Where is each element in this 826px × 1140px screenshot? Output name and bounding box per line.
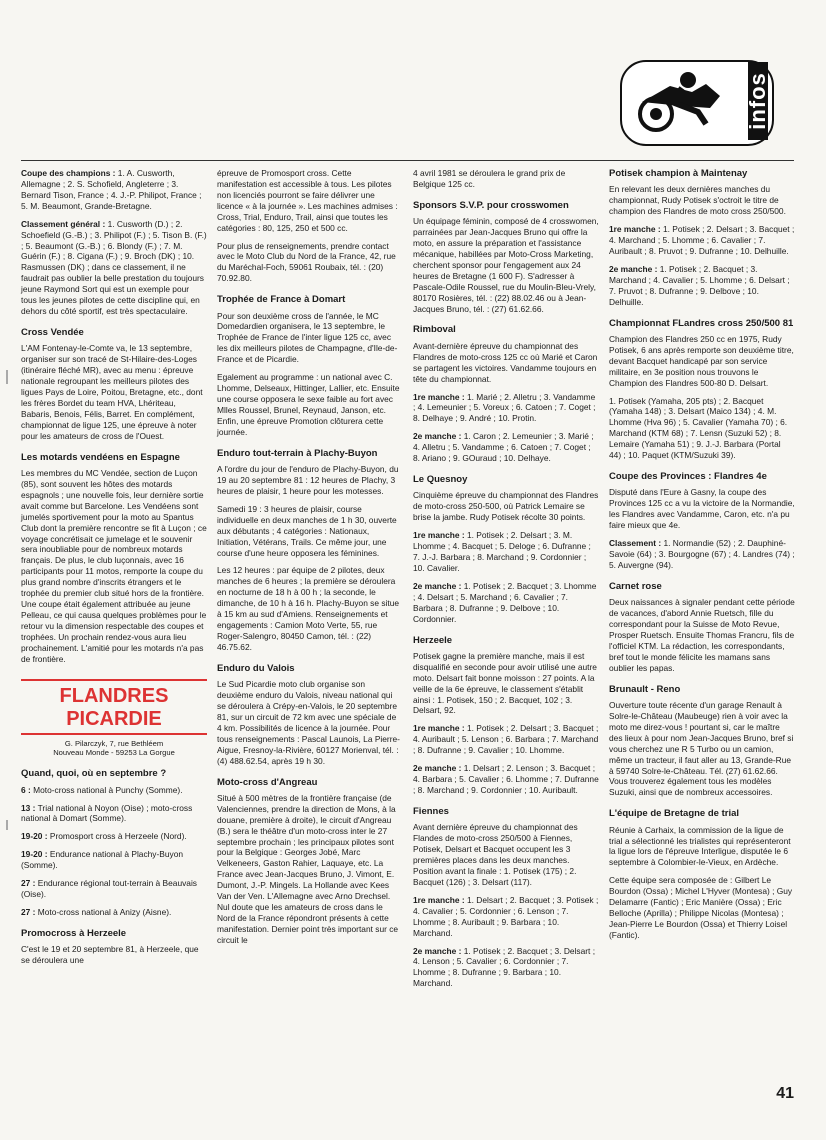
paragraph-lead: 27 : <box>21 878 36 889</box>
infos-logo-word: infos <box>748 62 768 140</box>
article-paragraph <box>21 785 207 796</box>
paragraph-text: Le Sud Picardie moto club organise son deuxième enduro du Valois, niveau national qui se déroulera à Crépy-en-Valois, le 20 septembre 81, sur un circuit de 72 km avec une spéciale de 4 km. Possibilités de licence à la journée. Pour tous renseignements : Pascal Launois, La Pierre-Aigue, Fresnoy-la-Rivière, 60127 Morienval, tél. : (4) 488.62.54, après 19 h 30. <box>217 679 400 766</box>
article-paragraph <box>413 581 599 625</box>
section-heading: Les motards vendéens en Espagne <box>21 451 180 463</box>
paragraph-lead: 1re manche : <box>413 391 465 402</box>
paragraph-text: 1. Potisek ; 2. Delsart ; 3. Bacquet ; 4. Marchand ; 5. Lhomme ; 6. Cavalier ; 7. Auribault ; 8. Pruvot ; 9. Dufranne ; 10. Delhuille. <box>609 224 795 256</box>
paragraph-text: 1. Marié ; 2. Alletru ; 3. Vandamme ; 4. Lemeunier ; 5. Voreux ; 6. Catoen ; 7. Coget ; 8. Delhaye ; 9. André ; 10. Protin. <box>413 391 596 424</box>
paragraph-lead: 1re manche : <box>413 723 465 734</box>
paragraph-text: Egalement au programme : un national avec C. Lhomme, Delseaux, Hittinger, Lallier, etc. Ensuite une course opposera le sexe faible au fort avec Mlles Roussel, Brunel, Reynaud, Janson, etc. Enfin, une épreuve Promotion clôturera cette journée. <box>217 372 400 437</box>
article-paragraph <box>413 431 599 464</box>
paragraph-text: Deux naissances à signaler pendant cette période de vacances, d'abord Annie Ruetsch, fille du correspondant pour la Suisse de Moto Revue, Prosper Ruetsch. Ensuite Thomas Francru, fils de l'officiel KTM. La rédaction, les correspondants, bref tout le monde félicite les mamans sans oublier les papas. <box>609 597 795 673</box>
article-paragraph <box>21 831 207 842</box>
article-paragraph <box>413 392 599 425</box>
section-heading: Herzeele <box>413 634 453 646</box>
article-paragraph <box>609 538 795 571</box>
article-paragraph <box>21 878 207 900</box>
paragraph-text: 1. Delsart ; 2. Bacquet ; 3. Potisek ; 4. Cavalier ; 5. Cordonnier ; 6. Lenson ; 7. Lhomme ; 8. Auribault ; 9. Barbara ; 10. Marchand. <box>413 894 599 938</box>
article-paragraph <box>609 184 795 217</box>
paragraph-text: 1. Potisek ; 2. Bacquet ; 3. Lhomme ; 4. Delsart ; 5. Marchand ; 6. Cavalier ; 7. Barbara ; 8. Dufranne ; 9. Delbove ; 10. Cordonnier. <box>413 580 597 624</box>
article-column-4 <box>609 168 795 948</box>
section-heading: Rimboval <box>413 324 456 336</box>
article-paragraph <box>21 168 207 212</box>
paragraph-text: 1. Delsart ; 2. Lenson ; 3. Bacquet ; 4. Barbara ; 5. Cavalier ; 6. Lhomme ; 7. Dufranne ; 8. Marchand ; 9. Cordonnier ; 10. Auribault. <box>413 763 599 796</box>
section-heading: Potisek champion à Maintenay <box>609 168 748 179</box>
article-column-2 <box>217 168 403 953</box>
paragraph-text: A l'ordre du jour de l'enduro de Plachy-Buyon, du 19 au 20 septembre 81 : 12 heures de Plachy, 3 heures de plaisir, 1 heure pour les motesses. <box>217 464 399 496</box>
article-paragraph <box>413 651 599 717</box>
paragraph-text: Situé à 500 mètres de la frontière française (de Valenciennes, prendre la direction de Mons, à la douane, première à droite), le circuit d'Angreau (B.) sera le théâtre d'un moto-cross inter le 27 septembre prochain ; les principaux pilotes sont pour la Belgique : Georges Jobé, Marc Velkeneers, Gaston Rahier, Laquaye, etc. La France avec Jean-Jacques Bruno, J. Vimont, E. Dumont, J.-P. Mingels. La Hollande avec Kees Van der Ven. L'Allemagne avec Arno Drechsel. Nul doute que les amateurs de cross dans le Nord de la France répondront présents à cette manifestation. Dernier point très important sur ce circuit le <box>217 792 399 945</box>
margin-mark <box>6 820 8 830</box>
paragraph-lead: Coupe des champions : <box>21 168 116 178</box>
paragraph-lead: 27 : <box>21 907 36 917</box>
article-paragraph <box>413 530 599 574</box>
article-paragraph <box>413 822 599 888</box>
article-column-3 <box>413 168 599 996</box>
article-paragraph <box>217 168 403 234</box>
paragraph-lead: 13 : <box>21 802 36 813</box>
paragraph-text: 1. Caron ; 2. Lemeunier ; 3. Marié ; 4. Alletru ; 5. Vandamme ; 6. Catoen ; 7. Coget ; 8. Ariano ; 9. GOuraud ; 10. Delhaye. <box>413 431 594 464</box>
article-paragraph <box>21 343 207 441</box>
paragraph-text: 1. Potisek ; 2. Delsart ; 3. Bacquet ; 4. Auribault ; 5. Lenson ; 6. Barbara ; 7. Marchand ; 8. Dufranne ; 9. Cavalier ; 10. Lhomme. <box>413 723 599 756</box>
article-paragraph <box>217 793 403 946</box>
paragraph-lead: 2e manche : <box>609 263 658 274</box>
paragraph-text: Endurance national à Plachy-Buyon (Somme). <box>21 849 184 871</box>
paragraph-lead: 1re manche : <box>609 224 661 235</box>
region-name-line: FLANDRES <box>59 684 169 707</box>
motorcycle-illustration-icon <box>622 62 742 140</box>
paragraph-text: En relevant les deux dernières manches du championnat, Rudy Potisek s'octroit le titre de champion des Flandres de moto cross 250/500. <box>609 184 786 217</box>
header-rule <box>21 160 794 161</box>
section-heading: Trophée de France à Domart <box>217 294 346 306</box>
article-paragraph <box>609 597 795 673</box>
paragraph-lead: 2e manche : <box>413 763 462 774</box>
article-paragraph <box>609 825 795 869</box>
article-paragraph <box>609 875 795 941</box>
article-paragraph <box>21 849 207 871</box>
article-paragraph <box>21 803 207 825</box>
section-heading: Moto-cross d'Angreau <box>217 776 318 788</box>
paragraph-text: 1. Potisek (Yamaha, 205 pts) ; 2. Bacquet (Yamaha 148) ; 3. Delsart (Maico 134) ; 4. M. Lhomme (Hva 96) ; 5. Cavalier (Yamaha 70) ; 6. Marchand (KTM 68) ; 7. Lensn (Suzuki 52) ; 8. Lemaire (Yamaha 51) ; 9. J.-J. Barbara (Portal 44) ; 10. Paquet (KTM/Suzuki 39). <box>609 395 788 461</box>
section-heading: Enduro tout-terrain à Plachy-Buyon <box>217 447 378 459</box>
paragraph-text: épreuve de Promosport cross. Cette manifestation est accessible à tous. Les pilotes non licenciés pourront se faire délivrer une licence « à la journée ». Les machines admises : Cross, Trial, Enduro, Trail, ainsi que toutes les catégories : 80, 125, 250 et 500 cc. <box>217 168 398 233</box>
section-heading: L'équipe de Bretagne de trial <box>609 808 740 820</box>
paragraph-text: Réunie à Carhaix, la commission de la ligue de trial a sélectionné les trialistes qui représenteront la ligue lors de l'épreuve Interligue, disputée le 6 septembre à Colombier-le-Vieux, en Ardèche. <box>609 824 791 868</box>
paragraph-text: Pour plus de renseignements, prendre contact avec le Moto Club du Nord de la France, 42, rue du Maréchal-Foch, 59061 Roubaix, tél. : (20) 70.92.80. <box>217 240 396 284</box>
article-paragraph <box>21 944 207 966</box>
paragraph-lead: 2e manche : <box>413 945 462 956</box>
paragraph-text: Champion des Flandres 250 cc en 1975, Rudy Potisek, 6 ans après remporte son deuxième titre, devant Bacquet handicapé par son service militaire, en 3e position nous trouvons le Champion des Flandres 500-80 D. Delsart. <box>609 333 794 388</box>
article-paragraph <box>609 700 795 798</box>
paragraph-text: Trial national à Noyon (Oise) ; moto-cross national à Domart (Somme). <box>21 802 193 824</box>
paragraph-text: 1. Cusworth (D.) ; 2. Schoefield (G.-B.) ; 3. Philipot (F.) ; 5. Tison B. (F.) ; 5. Beaumont (G.-B.) ; 6. Blondy (F.) ; 7. M. Guérin (F.) ; 8. Cigana (F.) ; 9. Broch (DK) ; 10. Rasmussen (DK) ; dans ce classement, il ne faudrait pas oublier la belle prestation du toujours jeune Raymond Sort qui est un exemple pour tous les jeunes pilotes de cette discipline qui, en dehors du côté sportif, est très spectaculaire. <box>21 218 207 317</box>
paragraph-text: Pour son deuxième cross de l'année, le MC Domedardien organisera, le 13 septembre, le Trophée de France de l'inter ligue 125 cc, avec les dix meilleurs pilotes de Champagne, d'Ile-de-France et de Picardie. <box>217 310 398 365</box>
paragraph-text: 1. Potisek ; 2. Bacquet ; 3. Marchand ; 4. Cavalier ; 5. Lhomme ; 6. Delsart ; 7. Pruvot ; 8. Dufranne ; 9. Delbove ; 10. Delhuille. <box>609 263 790 307</box>
paragraph-text: Cette équipe sera composée de : Gilbert Le Bourdon (Ossa) ; Michel L'Hyver (Montesa) ; Guy Delamarre (Fantic) ; Eric Manière (Ossa) ; Eric Belloche (Aprilla) ; Philippe Nicolas (Montesa) ; Jean-Pierre Le Bourdon (Ossa) et Thierry Loisel (Fantic). <box>609 875 793 940</box>
region-name-line: PICARDIE <box>66 707 162 730</box>
paragraph-lead: 1re manche : <box>413 530 465 541</box>
article-paragraph <box>413 216 599 314</box>
paragraph-text: Potisek gagne la première manche, mais il est disqualifié en seconde pour avoir utilisé une autre moto. Delsart fait bonne moisson : 27 points. A la veille de la 6e épreuve, le classement s'établit ainsi : 1. Potisek, 150 ; 2. Bacquet, 102 ; 3. Delsart, 92. <box>413 650 597 716</box>
article-paragraph <box>21 468 207 665</box>
paragraph-text: Endurance régional tout-terrain à Beauvais (Oise). <box>21 878 197 900</box>
paragraph-text: Avant dernière épreuve du championnat des Flandes de moto-cross 250/500 à Fiennes, Potisek, Delsart et Bacquet occupent les 3 premières places dans les deux manches. Position avant la finale : 1. Potisek (175) ; 2. Bacquet (126) ; 3. Delsart (117). <box>413 822 578 887</box>
article-paragraph <box>413 490 599 523</box>
article-paragraph <box>413 723 599 756</box>
paragraph-text: 1. Potisek ; 2. Delsart ; 3. M. Lhomme ; 4. Bacquet ; 5. Deloge ; 6. Dufranne ; 7. J.-J. Barbara ; 8. Marchand ; 9. Cordonnier ; 10. Cavalier. <box>413 530 591 573</box>
paragraph-text: Samedi 19 : 3 heures de plaisir, course individuelle en deux manches de 1 h 30, ouverte aux débutants ; 4 catégories : Nationaux, Initiation, Vétérans, Trails. Ce même jour, une course d'une heure opposera les féminines. <box>217 503 397 558</box>
section-heading: Le Quesnoy <box>413 474 468 486</box>
paragraph-text: Un équipage féminin, composé de 4 crosswomen, parrainées par Jean-Jacques Bruno qui offre la moto, en assure la préparation et l'assistance mécanique, habillées par Moto-Cross Marketing, cherchent sponsor pour l'engagement aux 24 heures de Bretagne (1 600 F). S'adresser à Pascale-Odile Roussel, rue du Moulin-Bleu-Vrely, 80170 Rosières, tél. : (22) 88.02.46 ou à Jean-Jacques Bruno, tél. : (27) 61.62.66. <box>413 216 599 314</box>
section-heading: Fiennes <box>413 805 449 817</box>
paragraph-text: Moto-cross national à Anizy (Aisne). <box>37 907 172 917</box>
article-paragraph <box>609 487 795 531</box>
article-paragraph <box>217 464 403 497</box>
article-paragraph <box>609 264 795 308</box>
section-heading: Brunault - Reno <box>609 683 681 695</box>
article-paragraph <box>609 396 795 462</box>
article-paragraph <box>609 224 795 257</box>
paragraph-text: Moto-cross national à Punchy (Somme). <box>33 784 183 795</box>
paragraph-lead: 2e manche : <box>413 431 462 442</box>
paragraph-text: Cinquième épreuve du championnat des Flandres de moto-cross 250-500, où Patrick Lemaire se brise la jambe. Rudy Potisek récolte 30 points. <box>413 490 599 523</box>
section-heading: Sponsors S.V.P. pour crosswomen <box>413 199 569 211</box>
paragraph-lead: 19-20 : <box>21 849 48 860</box>
margin-mark <box>6 370 8 384</box>
paragraph-text: 1. Potisek ; 2. Bacquet ; 3. Delsart ; 4. Lenson ; 5. Cavalier ; 6. Cordonnier ; 7. Lhomme ; 8. Dufranne ; 9. Barbara ; 10. Marchand. <box>413 945 596 989</box>
paragraph-text: Disputé dans l'Eure à Gasny, la coupe des Provinces 125 cc a vu la victoire de la Normandie, les Flandres avec Vandamme, Caron, etc. n'a pu faire mieux que 4e. <box>609 487 795 531</box>
section-heading: Cross Vendée <box>21 326 84 338</box>
paragraph-text: 1. A. Cusworth, Allemagne ; 2. S. Schofield, Angleterre ; 3. Bernard Tison, France ; 4. J.-P. Philipot, France ; 5. M. Beaumont, Grande-Bretagne. <box>21 168 202 211</box>
paragraph-text: L'AM Fontenay-le-Comte va, le 13 septembre, organiser sur son tracé de St-Hilaire-des-Loges (itinéraire fléché MR), avec au menu : épreuve nationale regroupant les meilleurs pilotes des ligues Pays de Loire, Poitou, Bretagne, etc., dont les frères Bordet du team HVA, Lhériteau, Babaris, Benois, Félis, Barret. En complément, championnat de ligue 125, une épreuve à noter pour les amateurs de cross de l'Ouest. <box>21 343 203 441</box>
paragraph-lead: 1re manche : <box>413 894 465 905</box>
article-paragraph <box>609 334 795 389</box>
paragraph-lead: 6 : <box>21 784 31 795</box>
paragraph-text: Avant-dernière épreuve du championnat des Flandres de moto-cross 125 cc où Marié et Caron se partagent les victoires. Vandamme toujours en tête du championnat. <box>413 340 598 384</box>
paragraph-text: 1. Normandie (52) ; 2. Dauphiné-Savoie (64) ; 3. Bourgogne (67) ; 4. Landres (74) ; 5. Auvergne (94). <box>609 538 795 570</box>
section-heading: Promocross à Herzeele <box>21 927 127 939</box>
article-paragraph <box>217 311 403 366</box>
region-banner <box>21 679 207 735</box>
article-paragraph <box>413 946 599 990</box>
article-paragraph <box>217 565 403 652</box>
section-heading: Enduro du Valois <box>217 662 295 674</box>
article-paragraph <box>413 763 599 796</box>
article-paragraph <box>217 679 403 766</box>
article-paragraph <box>413 895 599 939</box>
paragraph-lead: Classement général : <box>21 218 106 229</box>
paragraph-lead: Classement : <box>609 538 662 549</box>
article-paragraph <box>413 341 599 385</box>
article-paragraph <box>21 219 207 317</box>
section-heading: Championnat FLandres cross 250/500 81 <box>609 317 794 329</box>
section-heading: Coupe des Provinces : Flandres 4e <box>609 471 767 483</box>
article-paragraph <box>413 168 599 190</box>
paragraph-text: Les 12 heures : par équipe de 2 pilotes, deux manches de 6 heures ; la première se déroulera en nocturne de 18 h à 00 h ; la seconde, le dimanche, de 10 h à 16 h. Plachy-Buyon se situe à 15 km au sud d'Amiens. Renseignements et engagements : Camion Moto Verte, 55, rue Roger-Salengro, 80450 Camon, tél. : (22) 46.75.62. <box>217 565 400 652</box>
paragraph-text: 4 avril 1981 se déroulera le grand prix de Belgique 125 cc. <box>413 168 566 189</box>
article-paragraph <box>21 907 207 918</box>
paragraph-lead: 19-20 : <box>21 831 48 842</box>
address-line: G. Pilarczyk, 7, rue Bethléem <box>64 738 164 748</box>
region-address <box>21 739 207 759</box>
paragraph-text: C'est le 19 et 20 septembre 81, à Herzeele, que se déroulera une <box>21 944 199 966</box>
paragraph-text: Les membres du MC Vendée, section de Luçon (85), sont souvent les hôtes des motards espagnols ; une nouvelle fois, leur dernière sortie avait comme but Barcelone. Les Vendéens sont jumelés sportivement pour la moto au Spantus Club dont la première rencontre se fit à Luçon ; ce voyage concrétisait ce jumelage et le souvenir sera inoubliable pour de nombreux motards français. De plus, le club luçonnais, avec 16 participants pour 11 motos, remporte la coupe du plus grand nombre d'inscrits étrangers et le trophée du premier club situé hors de la frontière. Une coupe était également attribuée au jeune Pelleau, ce qui causa quelques problèmes pour le retour vu la dimension respectable des coupes et trophées. Un prochain rendez-vous aura lieu prochainement. L'amitié pour les motards n'a pas de frontière. <box>21 467 207 664</box>
section-heading: Quand, quoi, où en septembre ? <box>21 768 167 780</box>
article-paragraph <box>217 372 403 438</box>
paragraph-lead: 2e manche : <box>413 580 462 591</box>
page-number: 41 <box>776 1085 794 1102</box>
paragraph-text: Promosport cross à Herzeele (Nord). <box>49 831 187 842</box>
article-column-1 <box>21 168 207 973</box>
article-paragraph <box>217 241 403 285</box>
address-line: Nouveau Monde - 59253 La Gorgue <box>53 748 175 758</box>
section-heading: Carnet rose <box>609 580 662 592</box>
paragraph-text: Ouverture toute récente d'un garage Renault à Solre-le-Château (Maubeuge) rien à voir avec la moto me direz-vous ! pourtant si, car le maître des lieux à pour nom Jean-Jacques Bruno, bref si vous cherchez une R 5 Turbo ou un camion, même un tracteur, il faut aller au 13, Grande-Rue à 59740 Solre-le-Château. Tél. (27) 61.62.66. Vous trouverez également tous les modèles Suzuki, ainsi que de nombreux accessoires. <box>609 699 794 798</box>
article-paragraph <box>217 504 403 559</box>
